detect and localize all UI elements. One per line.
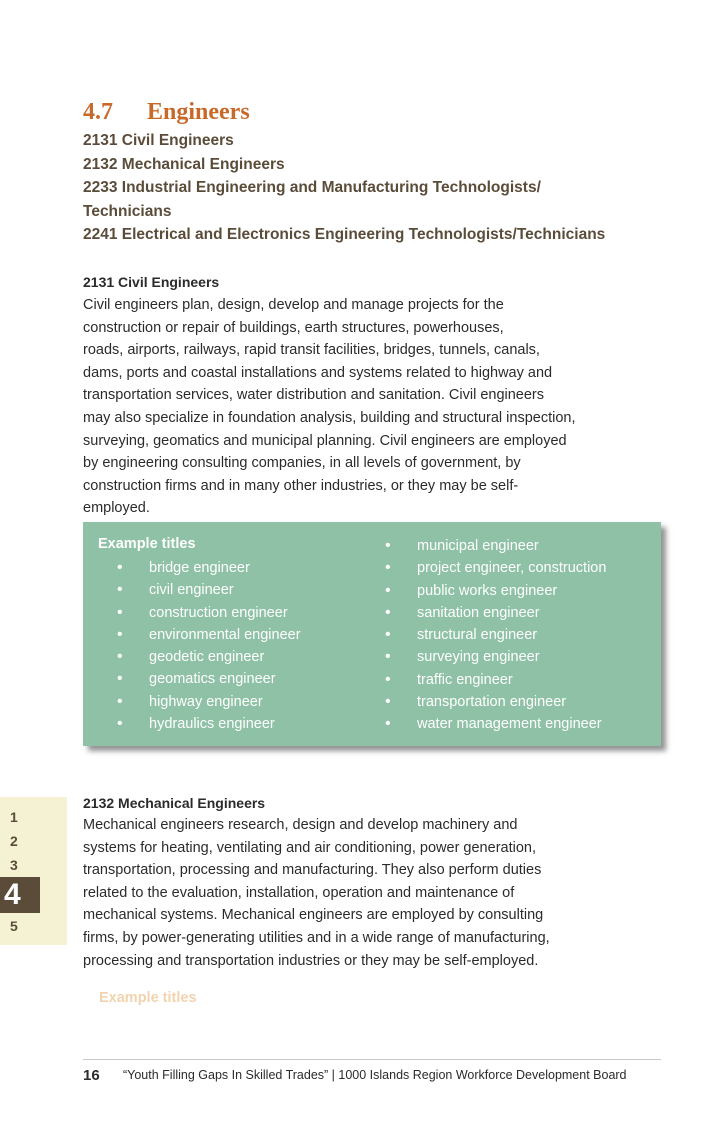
bullet-icon: •	[117, 670, 123, 688]
mechanical-engineers-description	[83, 814, 663, 972]
bullet-icon: •	[385, 581, 391, 599]
civil-engineers-title: 2131 Civil Engineers	[83, 274, 220, 290]
footer-divider	[83, 1059, 661, 1060]
chapter-tab-5[interactable]: 5	[10, 918, 18, 934]
bullet-icon: •	[385, 693, 391, 711]
list-item: • traffic engineer	[385, 669, 606, 691]
list-item: • geomatics engineer	[117, 668, 301, 690]
list-item: • structural engineer	[385, 624, 606, 646]
list-item: • sanitation engineer	[385, 602, 606, 624]
bullet-icon: •	[117, 625, 123, 643]
text-line: Mechanical engineers research, design and develop machinery and	[83, 817, 518, 833]
text-line: construction or repair of buildings, earth structures, powerhouses,	[83, 319, 504, 336]
occupation-code: 2132 Mechanical Engineers	[83, 155, 285, 173]
list-item: • surveying engineer	[385, 646, 606, 668]
bullet-icon: •	[385, 537, 391, 554]
page-number: 16	[83, 1067, 100, 1084]
text-line: dams, ports and coastal installations and systems related to highway and	[83, 364, 553, 381]
text-line: related to the evaluation, installation, operation and maintenance of	[83, 884, 515, 901]
example-titles-heading-faded: Example titles	[99, 990, 197, 1006]
chapter-tab-current[interactable]: 4	[0, 877, 40, 913]
list-item: • hydraulics engineer	[117, 713, 301, 735]
bullet-icon: •	[385, 648, 391, 666]
text-line: surveying, geomatics and municipal planning. Civil engineers are employed	[83, 432, 567, 449]
list-item: • environmental engineer	[117, 624, 301, 646]
occupation-code-list	[83, 129, 683, 247]
list-item: • water management engineer	[385, 713, 606, 735]
bullet-icon: •	[117, 692, 123, 710]
occupation-code: 2131 Civil Engineers	[83, 132, 234, 149]
list-item: • geodetic engineer	[117, 646, 301, 668]
list-item: • highway engineer	[117, 691, 301, 713]
list-item: • bridge engineer	[117, 557, 301, 579]
bullet-icon: •	[385, 626, 391, 644]
example-titles-box	[83, 522, 661, 746]
text-line: firms, by power-generating utilities and in a wide range of manufacturing,	[83, 929, 550, 946]
section-number: 4.7	[83, 99, 113, 125]
bullet-icon: •	[385, 715, 391, 733]
section-title: Engineers	[147, 99, 250, 125]
text-line: Civil engineers plan, design, develop and manage projects for the	[83, 297, 504, 313]
bullet-icon: •	[117, 603, 123, 621]
text-line: construction firms and in many other industries, or they may be self-	[83, 477, 519, 494]
mechanical-engineers-section	[83, 792, 663, 972]
example-titles-right-list	[385, 535, 606, 736]
section-heading	[83, 95, 683, 129]
bullet-icon: •	[117, 648, 123, 666]
text-line: mechanical systems. Mechanical engineers are employed by consulting	[83, 907, 544, 924]
text-line: transportation, processing and manufacturing. They also perform duties	[83, 862, 542, 879]
example-titles-heading: Example titles	[98, 536, 196, 552]
bullet-icon: •	[117, 581, 123, 599]
footer-text: “Youth Filling Gaps In Skilled Trades” | 1000 Islands Region Workforce Development Board	[123, 1068, 627, 1082]
occupation-code: Technicians	[83, 202, 172, 220]
mechanical-engineers-title: 2132 Mechanical Engineers	[83, 795, 266, 811]
chapter-tab-1[interactable]: 1	[10, 809, 18, 825]
occupation-code: 2233 Industrial Engineering and Manufacturing Technologists/	[83, 179, 541, 196]
bullet-icon: •	[385, 559, 391, 577]
chapter-tab-2[interactable]: 2	[10, 833, 18, 849]
bullet-icon: •	[385, 670, 391, 688]
example-titles-left-list	[117, 557, 301, 735]
list-item: • civil engineer	[117, 579, 301, 601]
occupation-code: 2241 Electrical and Electronics Engineering Technologists/Technicians	[83, 226, 606, 243]
bullet-icon: •	[385, 603, 391, 621]
list-item: • construction engineer	[117, 602, 301, 624]
bullet-icon: •	[117, 715, 123, 733]
list-item: • project engineer, construction	[385, 557, 606, 579]
chapter-tab-sidebar	[0, 797, 67, 945]
text-line: systems for heating, ventilating and air conditioning, power generation,	[83, 839, 536, 856]
bullet-icon: •	[117, 559, 123, 576]
civil-engineers-description	[83, 294, 663, 520]
chapter-tab-3[interactable]: 3	[10, 857, 18, 873]
text-line: processing and transportation industries or they may be self-employed.	[83, 952, 539, 969]
text-line: by engineering consulting companies, in all levels of government, by	[83, 455, 521, 472]
civil-engineers-section	[83, 270, 663, 520]
list-item: • municipal engineer	[385, 535, 606, 557]
text-line: roads, airports, railways, rapid transit facilities, bridges, tunnels, canals,	[83, 342, 540, 359]
text-line: transportation services, water distribution and sanitation. Civil engineers	[83, 387, 545, 404]
list-item: • transportation engineer	[385, 691, 606, 713]
text-line: may also specialize in foundation analysis, building and structural inspection,	[83, 409, 576, 426]
list-item: • public works engineer	[385, 580, 606, 602]
text-line: employed.	[83, 500, 150, 517]
